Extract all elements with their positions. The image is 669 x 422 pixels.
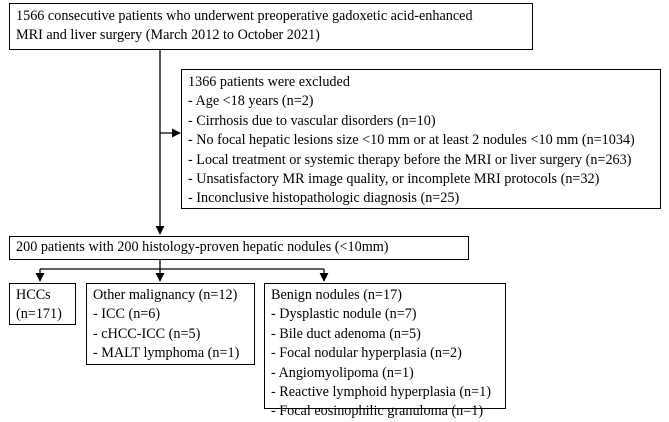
benign-item: - Reactive lymphoid hyperplasia (n=1) [271, 384, 491, 401]
exclusion-item: - Cirrhosis due to vascular disorders (n=10) [188, 112, 436, 129]
hcc-line: HCCs [16, 287, 51, 303]
benign-item: - Angiomyolipoma (n=1) [271, 364, 414, 381]
hcc-line: (n=171) [16, 306, 62, 323]
benign-item: - Focal nodular hyperplasia (n=2) [271, 345, 462, 362]
cohort-label: 200 patients with 200 histology-proven hepatic nodules (<10mm) [16, 239, 389, 255]
exclusion-item: - No focal hepatic lesions size <10 mm or at least 2 nodules <10 mm (n=1034) [188, 132, 635, 149]
other-malignancy-item: - MALT lymphoma (n=1) [93, 345, 240, 362]
benign-item: - Focal eosinophilic granuloma (n=1) [271, 403, 484, 420]
cohort-box [9, 236, 469, 260]
exclusion-title: 1366 patients were excluded [188, 74, 350, 90]
other-malignancy-title: Other malignancy (n=12) [93, 287, 238, 303]
benign-item: - Bile duct adenoma (n=5) [271, 325, 421, 342]
enrollment-box [9, 3, 533, 50]
other-malignancy-box [86, 283, 255, 365]
other-malignancy-item: - ICC (n=6) [93, 306, 161, 323]
exclusion-item: - Age <18 years (n=2) [188, 93, 314, 110]
enrollment-line: 1566 consecutive patients who underwent preoperative gadoxetic acid-enhanced [16, 8, 473, 24]
exclusion-item: - Unsatisfactory MR image quality, or incomplete MRI protocols (n=32) [188, 171, 600, 188]
other-malignancy-item: - cHCC-ICC (n=5) [93, 325, 201, 342]
exclusion-item: - Inconclusive histopathologic diagnosis (n=25) [188, 190, 460, 207]
enrollment-line: MRI and liver surgery (March 2012 to October 2021) [16, 27, 320, 44]
benign-title: Benign nodules (n=17) [271, 287, 402, 303]
benign-nodules-box [264, 283, 506, 420]
hcc-box [9, 283, 76, 325]
exclusion-item: - Local treatment or systemic therapy before the MRI or liver surgery (n=263) [188, 151, 632, 168]
exclusion-box [181, 69, 661, 209]
benign-item: - Dysplastic nodule (n=7) [271, 306, 417, 323]
